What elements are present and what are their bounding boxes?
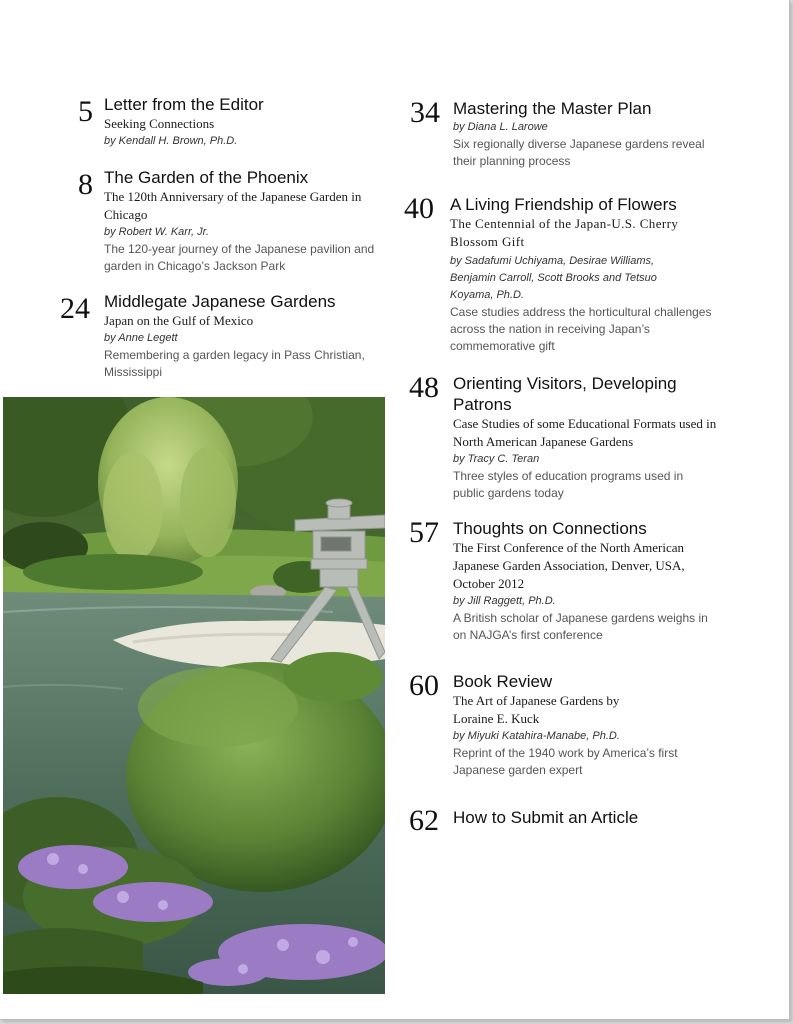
page-number: 48 (409, 371, 439, 404)
article-subtitle: The 120th Anniversary of the Japanese Garden in Chicago (104, 189, 362, 222)
article-author: by Sadafumi Uchiyama, Desirae Williams, Benjamin Carroll, Scott Brooks and Tetsuo Koyama, Ph.D. (450, 255, 657, 301)
article-title: A Living Friendship of Flowers (450, 195, 677, 214)
article-subtitle: Seeking Connections (104, 116, 215, 131)
article-author: by Robert W. Karr, Jr. (104, 226, 209, 238)
article-author: by Diana L. Larowe (453, 121, 548, 133)
article-title: Thoughts on Connections (453, 519, 647, 538)
garden-photo (3, 397, 385, 994)
article-description: Remembering a garden legacy in Pass Christian, Mississippi (104, 348, 365, 379)
article-description: Reprint of the 1940 work by America’s first Japanese garden expert (453, 746, 678, 777)
toc-entry-living-friendship-of-flowers[interactable] (404, 194, 724, 355)
article-title: Middlegate Japanese Gardens (104, 292, 336, 311)
article-description: Case studies address the horticultural challenges across the nation in receiving Japan’s commemorative gift (450, 305, 712, 353)
page-number: 34 (410, 96, 440, 129)
article-author: by Miyuki Katahira-Manabe, Ph.D. (453, 730, 620, 742)
toc-entry-book-review[interactable] (409, 671, 721, 779)
article-description: Three styles of education programs used in public gardens today (453, 469, 684, 500)
article-subtitle: The First Conference of the North American Japanese Garden Association, Denver, USA, October 2012 (453, 540, 685, 591)
article-title: Book Review (453, 672, 553, 691)
page-number: 60 (409, 669, 439, 702)
article-title: The Garden of the Phoenix (104, 168, 309, 187)
article-description: Six regionally diverse Japanese gardens reveal their planning process (453, 137, 705, 168)
article-subtitle: The Centennial of the Japan-U.S. Cherry Blossom Gift (450, 216, 679, 249)
article-author: by Anne Legett (104, 332, 178, 344)
page-number: 8 (78, 168, 93, 201)
article-description: A British scholar of Japanese gardens weighs in on NAJGA’s first conference (453, 611, 708, 642)
article-title: How to Submit an Article (453, 808, 639, 827)
article-title: Orienting Visitors, Developing Patrons (453, 374, 677, 414)
page-number: 62 (409, 804, 439, 837)
article-title: Mastering the Master Plan (453, 99, 652, 118)
toc-entry-garden-of-phoenix[interactable] (78, 167, 390, 275)
toc-entry-letter-from-editor[interactable] (78, 94, 388, 150)
page-number: 5 (78, 95, 93, 128)
toc-entry-orienting-visitors[interactable] (409, 373, 721, 502)
article-subtitle: Case Studies of some Educational Formats used in North American Japanese Gardens (453, 416, 717, 449)
toc-entry-middlegate-japanese-gardens[interactable] (60, 291, 390, 381)
article-author: by Tracy C. Teran (453, 453, 540, 465)
article-author: by Jill Raggett, Ph.D. (453, 595, 556, 607)
toc-entry-how-to-submit[interactable] (409, 804, 721, 837)
article-subtitle: The Art of Japanese Gardens by Loraine E. Kuck (453, 693, 620, 726)
article-description: The 120-year journey of the Japanese pavilion and garden in Chicago’s Jackson Park (104, 242, 375, 273)
page-number: 24 (60, 292, 90, 325)
article-title: Letter from the Editor (104, 95, 264, 114)
toc-entry-thoughts-on-connections[interactable] (409, 518, 721, 644)
page-number: 40 (404, 192, 434, 225)
page-number: 57 (409, 516, 439, 549)
article-author: by Kendall H. Brown, Ph.D. (104, 135, 238, 147)
toc-entry-mastering-master-plan[interactable] (410, 98, 710, 170)
article-subtitle: Japan on the Gulf of Mexico (104, 313, 254, 328)
